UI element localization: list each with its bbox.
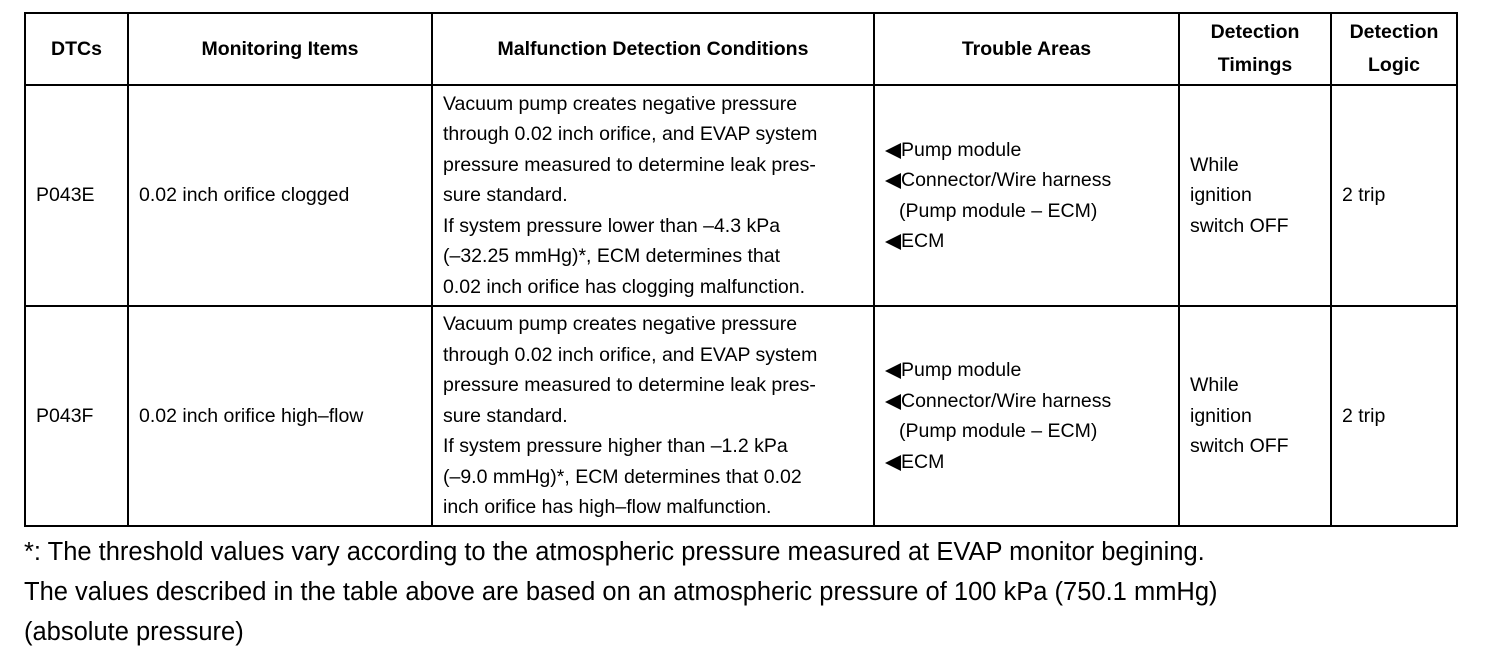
trouble-item	[885, 165, 1168, 196]
condition-line: pressure measured to determine leak pres-	[443, 374, 816, 397]
condition-line: through 0.02 inch orifice, and EVAP system	[443, 123, 818, 146]
left-triangle-icon	[885, 234, 901, 250]
condition-line: pressure measured to determine leak pres-	[443, 153, 816, 176]
header-detection-timings-line1: Detection	[1210, 21, 1300, 43]
detection-logic: 2 trip	[1331, 306, 1457, 526]
condition-line: sure standard.	[443, 184, 568, 207]
condition-line: Vacuum pump creates negative pressure	[443, 92, 798, 115]
trouble-item-label: ECM	[901, 230, 945, 252]
left-triangle-icon	[885, 363, 901, 379]
header-malfunction-conditions: Malfunction Detection Conditions	[432, 13, 874, 85]
condition-line: Vacuum pump creates negative pressure	[443, 313, 798, 336]
timing-line: While	[1190, 153, 1239, 176]
condition-line: (–9.0 mmHg)*, ECM determines that 0.02	[443, 465, 802, 488]
detection-conditions	[432, 306, 874, 526]
left-triangle-icon	[885, 455, 901, 471]
timing-line: ignition	[1190, 404, 1252, 427]
trouble-item	[885, 355, 1168, 386]
footnote-line: The values described in the table above are based on an atmospheric pressure of 100 kPa (750.1 mmHg)	[24, 578, 1218, 606]
dtc-code: P043E	[25, 85, 128, 306]
table-row	[25, 85, 1457, 306]
monitoring-item: 0.02 inch orifice high–flow	[128, 306, 432, 526]
trouble-item	[885, 386, 1168, 417]
timing-line: ignition	[1190, 184, 1252, 207]
detection-logic: 2 trip	[1331, 85, 1457, 306]
footnote	[24, 532, 1484, 652]
header-detection-timings-line2: Timings	[1217, 54, 1293, 76]
header-dtcs: DTCs	[25, 13, 128, 85]
header-detection-timings	[1179, 13, 1331, 85]
dtc-table	[24, 12, 1458, 527]
trouble-item-label: Pump module	[901, 359, 1022, 381]
condition-line: through 0.02 inch orifice, and EVAP system	[443, 343, 818, 366]
header-monitoring-items: Monitoring Items	[128, 13, 432, 85]
detection-timing	[1179, 306, 1331, 526]
condition-line: If system pressure higher than –1.2 kPa	[443, 435, 788, 458]
trouble-areas	[874, 85, 1179, 306]
dtc-code: P043F	[25, 306, 128, 526]
trouble-item-label: Connector/Wire harness	[901, 169, 1112, 191]
header-trouble-areas: Trouble Areas	[874, 13, 1179, 85]
condition-line: If system pressure lower than –4.3 kPa	[443, 214, 781, 237]
header-detection-logic-line1: Detection	[1349, 21, 1439, 43]
trouble-item	[885, 135, 1168, 166]
monitoring-item: 0.02 inch orifice clogged	[128, 85, 432, 306]
trouble-item-label: Connector/Wire harness	[901, 389, 1112, 412]
condition-line: (–32.25 mmHg)*, ECM determines that	[443, 245, 781, 268]
condition-line: inch orifice has high–flow malfunction.	[443, 496, 772, 519]
condition-line: sure standard.	[443, 404, 568, 427]
table-row	[25, 306, 1457, 526]
condition-line: 0.02 inch orifice has clogging malfunction.	[443, 275, 806, 298]
trouble-item-sub: (Pump module – ECM)	[899, 420, 1098, 442]
footnote-line: *: The threshold values vary according to the atmospheric pressure measured at EVAP monitor begining.	[24, 538, 1205, 566]
timing-line: switch OFF	[1190, 435, 1289, 458]
trouble-item	[885, 447, 1168, 478]
timing-line: While	[1190, 374, 1239, 397]
header-detection-logic	[1331, 13, 1457, 85]
footnote-line: (absolute pressure)	[24, 618, 244, 646]
table-header-row	[25, 13, 1457, 85]
left-triangle-icon	[885, 173, 901, 189]
left-triangle-icon	[885, 394, 901, 410]
detection-conditions	[432, 85, 874, 306]
trouble-areas	[874, 306, 1179, 526]
trouble-item-label: Pump module	[901, 138, 1022, 161]
trouble-item-label: ECM	[901, 450, 945, 473]
trouble-item-sub: (Pump module – ECM)	[899, 199, 1098, 222]
detection-timing	[1179, 85, 1331, 306]
header-detection-logic-line2: Logic	[1368, 54, 1420, 76]
timing-line: switch OFF	[1190, 214, 1289, 237]
left-triangle-icon	[885, 143, 901, 159]
trouble-item	[885, 226, 1168, 257]
